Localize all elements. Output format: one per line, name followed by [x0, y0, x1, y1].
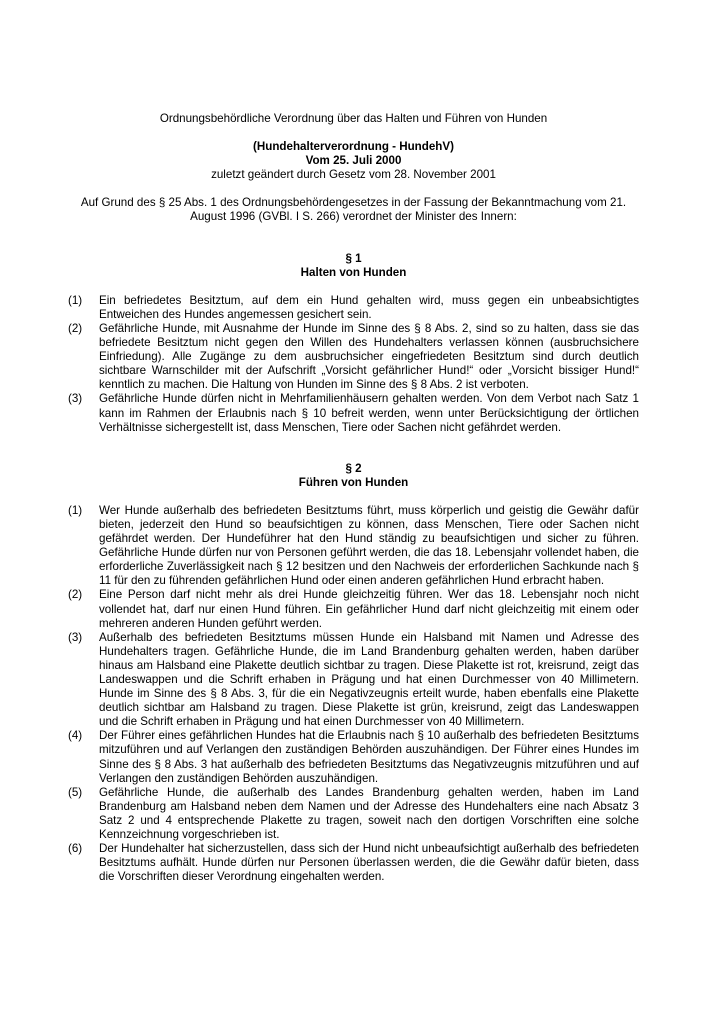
section-paragraph-list — [68, 294, 639, 435]
paragraph-text: Ein befriedetes Besitztum, auf dem ein Hund gehalten wird, muss gegen ein unbeabsichtigtes Entweichen des Hundes angemessen gesichert sein. — [99, 293, 639, 321]
paragraph — [68, 322, 639, 392]
paragraph — [68, 729, 639, 785]
section-title: Halten von Hunden — [300, 265, 407, 279]
paragraph-text: Außerhalb des befriedeten Besitztums müssen Hunde ein Halsband mit Namen und Adresse des Hundehalters tragen. Gefährliche Hunde, die im Land Brandenburg gehalten werden, haben darüber hinaus am Halsband eine Plakette deutlich sichtbar zu tragen. Diese Plakette ist rot, kreisrund, zeigt das Landeswappen und die Schrift erhaben in Prägung und hat einen Durchmesser von 40 Millimetern. Hunde im Sinne des § 8 Abs. 3, für die ein Negativzeugnis erteilt wurde, haben ebenfalls eine Plakette deutlich sichtbar am Halsband zu tragen. Diese Plakette ist grün, kreisrund, zeigt das Landeswappen und die Schrift erhaben in Prägung und hat einen Durchmesser von 40 Millimetern. — [99, 630, 639, 729]
document-date: Vom 25. Juli 2000 — [305, 154, 402, 168]
paragraph-text: Eine Person darf nicht mehr als drei Hunde gleichzeitig führen. Wer das 18. Lebensjahr noch nicht vollendet hat, darf nur einen Hund führen. Ein gefährlicher Hund darf nicht gleichzeitig mit einem oder mehreren anderen Hunden geführt werden. — [99, 588, 639, 630]
paragraph-text: Gefährliche Hunde dürfen nicht in Mehrfamilienhäusern gehalten werden. Von dem Verbot nach Satz 1 kann im Rahmen der Erlaubnis nach § 10 befreit werden, wenn unter Berücksichtigung der örtlichen Verhältnisse sichergestellt ist, dass Menschen, Tiere oder Sachen nicht gefährdet werden. — [99, 392, 639, 434]
paragraph-number: (2) — [68, 588, 83, 602]
paragraph-number: (4) — [68, 729, 83, 743]
section-title: Führen von Hunden — [298, 475, 409, 489]
paragraph — [68, 786, 639, 842]
paragraph-number: (2) — [68, 321, 83, 335]
document-title: Ordnungsbehördliche Verordnung über das Halten und Führen von Hunden — [159, 112, 548, 125]
amendment-note: zuletzt geändert durch Gesetz vom 28. November 2001 — [211, 168, 496, 182]
paragraph-number: (6) — [68, 842, 83, 856]
document-page — [68, 112, 639, 884]
section-number: § 2 — [345, 461, 362, 475]
section-number: § 1 — [345, 251, 362, 265]
paragraph-text: Wer Hunde außerhalb des befriedeten Besitztums führt, muss körperlich und geistig die Gewähr dafür bieten, jederzeit den Hund so beaufsichtigen zu können, dass Menschen, Tiere oder Sachen nicht gefährdet werden. Der Hundeführer hat den Hund ständig zu beaufsichtigen und sicher zu führen. Gefährliche Hunde dürfen nur von Personen geführt werden, die das 18. Lebensjahr vollendet haben, die erforderliche Zuverlässigkeit nach § 12 besitzen und den Nachweis der erforderlichen Sachkunde nach § 11 für den zu führenden gefährlichen Hund oder einen anderen gefährlichen Hund erbracht haben. — [99, 503, 639, 588]
section-paragraph-list — [68, 504, 639, 885]
paragraph-number: (1) — [68, 503, 83, 517]
paragraph-text: Gefährliche Hunde, die außerhalb des Landes Brandenburg gehalten werden, haben im Land Brandenburg am Halsband neben dem Namen und der Adresse des Hundehalters eine nach Absatz 3 Satz 2 und 4 entsprechende Plakette zu tragen, soweit nach den dortigen Vorschriften eine solche Kennzeichnung vorgeschrieben ist. — [99, 785, 639, 842]
paragraph — [68, 504, 639, 589]
paragraph-text: Der Hundehalter hat sicherzustellen, dass sich der Hund nicht unbeaufsichtigt außerhalb des befriedeten Besitztums aufhält. Hunde dürfen nur Personen überlassen werden, die die Gewähr dafür bieten, dass die Vorschriften dieser Verordnung eingehalten werden. — [99, 842, 639, 884]
paragraph-number: (5) — [68, 785, 83, 799]
paragraph — [68, 588, 639, 630]
short-title: (Hundehalterverordnung - HundehV) — [253, 140, 454, 154]
paragraph-text: Gefährliche Hunde, mit Ausnahme der Hunde im Sinne des § 8 Abs. 2, sind so zu halten, dass sie das befriedete Besitztum nicht gegen den Willen des Hundehalters verlassen können (ausbruchsichere Einfriedung). Alle Zugänge zu dem ausbruchsicher eingefriedeten Besitztum sind durch deutlich sichtbare Warnschilder mit der Aufschrift „Vorsicht gefährlicher Hund!“ oder „Vorsicht bissiger Hund!“ kenntlich zu machen. Die Haltung von Hunden im Sinne des § 8 Abs. 2 ist verboten. — [99, 321, 639, 392]
paragraph-number: (1) — [68, 293, 83, 307]
paragraph — [68, 842, 639, 884]
paragraph — [68, 392, 639, 434]
paragraph-number: (3) — [68, 630, 83, 644]
paragraph — [68, 631, 639, 730]
paragraph-text: Der Führer eines gefährlichen Hundes hat die Erlaubnis nach § 10 außerhalb des befriedeten Besitztums mitzuführen und auf Verlangen den zuständigen Behörden auszuhändigen. Der Führer eines Hundes im Sinne des § 8 Abs. 3 hat außerhalb des befriedeten Besitztums das Negativzeugnis mitzuführen und auf Verlangen den zuständigen Behörden auszuhändigen. — [99, 729, 639, 785]
paragraph — [68, 294, 639, 322]
paragraph-number: (3) — [68, 392, 83, 406]
preamble: Auf Grund des § 25 Abs. 1 des Ordnungsbehördengesetzes in der Fassung der Bekanntmachung vom 21. August 1996 (GVBl. I S. 266) verordnet der Minister des Innern: — [80, 196, 627, 224]
